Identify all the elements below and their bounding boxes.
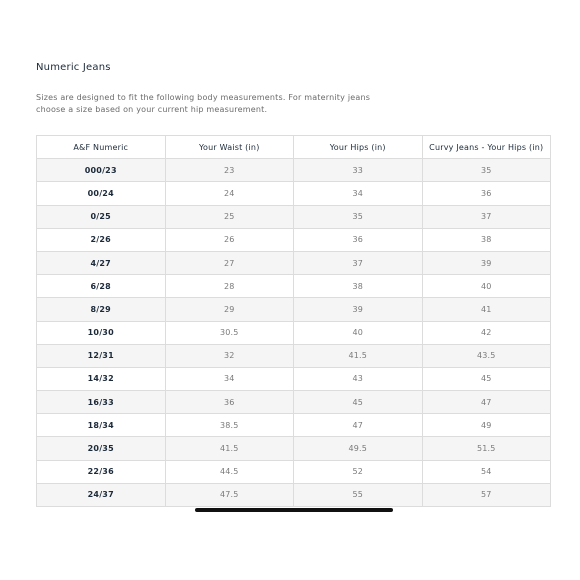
hips-cell: 52 <box>294 460 423 483</box>
section-title: Numeric Jeans <box>36 62 111 73</box>
curvy-hips-cell: 38 <box>422 228 551 251</box>
curvy-hips-cell: 54 <box>422 460 551 483</box>
curvy-hips-cell: 42 <box>422 321 551 344</box>
hips-cell: 35 <box>294 205 423 228</box>
size-cell: 6/28 <box>37 275 166 298</box>
hips-cell: 41.5 <box>294 344 423 367</box>
table-row <box>37 321 551 344</box>
hips-cell: 47 <box>294 414 423 437</box>
hips-cell: 55 <box>294 483 423 506</box>
hips-cell: 36 <box>294 228 423 251</box>
table-row <box>37 159 551 182</box>
hips-cell: 43 <box>294 367 423 390</box>
waist-cell: 27 <box>165 251 294 274</box>
curvy-hips-cell: 39 <box>422 251 551 274</box>
curvy-hips-cell: 40 <box>422 275 551 298</box>
table-row <box>37 367 551 390</box>
table-row <box>37 205 551 228</box>
curvy-hips-cell: 35 <box>422 159 551 182</box>
curvy-hips-cell: 57 <box>422 483 551 506</box>
table-row <box>37 228 551 251</box>
waist-cell: 41.5 <box>165 437 294 460</box>
hips-cell: 34 <box>294 182 423 205</box>
header-waist: Your Waist (in) <box>165 136 294 159</box>
hips-cell: 38 <box>294 275 423 298</box>
size-cell: 10/30 <box>37 321 166 344</box>
size-cell: 24/37 <box>37 483 166 506</box>
waist-cell: 36 <box>165 391 294 414</box>
size-cell: 14/32 <box>37 367 166 390</box>
home-indicator-bar[interactable] <box>195 508 393 512</box>
size-cell: 16/33 <box>37 391 166 414</box>
table-row <box>37 298 551 321</box>
table-row <box>37 414 551 437</box>
curvy-hips-cell: 36 <box>422 182 551 205</box>
hips-cell: 40 <box>294 321 423 344</box>
hips-cell: 45 <box>294 391 423 414</box>
waist-cell: 38.5 <box>165 414 294 437</box>
header-curvy-hips: Curvy Jeans - Your Hips (in) <box>422 136 551 159</box>
table-row <box>37 275 551 298</box>
curvy-hips-cell: 41 <box>422 298 551 321</box>
curvy-hips-cell: 43.5 <box>422 344 551 367</box>
hips-cell: 37 <box>294 251 423 274</box>
waist-cell: 47.5 <box>165 483 294 506</box>
curvy-hips-cell: 47 <box>422 391 551 414</box>
table-row <box>37 460 551 483</box>
waist-cell: 23 <box>165 159 294 182</box>
table-row <box>37 182 551 205</box>
header-hips: Your Hips (in) <box>294 136 423 159</box>
table-header-row <box>37 136 551 159</box>
waist-cell: 28 <box>165 275 294 298</box>
waist-cell: 30.5 <box>165 321 294 344</box>
waist-cell: 29 <box>165 298 294 321</box>
table-row <box>37 483 551 506</box>
hips-cell: 49.5 <box>294 437 423 460</box>
table-row <box>37 391 551 414</box>
table-row <box>37 251 551 274</box>
curvy-hips-cell: 37 <box>422 205 551 228</box>
table-row <box>37 344 551 367</box>
size-cell: 20/35 <box>37 437 166 460</box>
waist-cell: 44.5 <box>165 460 294 483</box>
waist-cell: 34 <box>165 367 294 390</box>
size-cell: 00/24 <box>37 182 166 205</box>
size-cell: 18/34 <box>37 414 166 437</box>
size-cell: 2/26 <box>37 228 166 251</box>
curvy-hips-cell: 51.5 <box>422 437 551 460</box>
curvy-hips-cell: 45 <box>422 367 551 390</box>
table-body <box>37 159 551 507</box>
size-cell: 000/23 <box>37 159 166 182</box>
hips-cell: 33 <box>294 159 423 182</box>
size-cell: 12/31 <box>37 344 166 367</box>
waist-cell: 26 <box>165 228 294 251</box>
size-cell: 0/25 <box>37 205 166 228</box>
size-chart-table <box>36 135 551 507</box>
section-description: Sizes are designed to fit the following body measurements. For maternity jeans choose a size based on your current hip measurement. <box>36 93 371 114</box>
size-cell: 22/36 <box>37 460 166 483</box>
table-row <box>37 437 551 460</box>
waist-cell: 24 <box>165 182 294 205</box>
hips-cell: 39 <box>294 298 423 321</box>
waist-cell: 25 <box>165 205 294 228</box>
size-cell: 4/27 <box>37 251 166 274</box>
curvy-hips-cell: 49 <box>422 414 551 437</box>
waist-cell: 32 <box>165 344 294 367</box>
size-cell: 8/29 <box>37 298 166 321</box>
header-af-numeric: A&F Numeric <box>37 136 166 159</box>
